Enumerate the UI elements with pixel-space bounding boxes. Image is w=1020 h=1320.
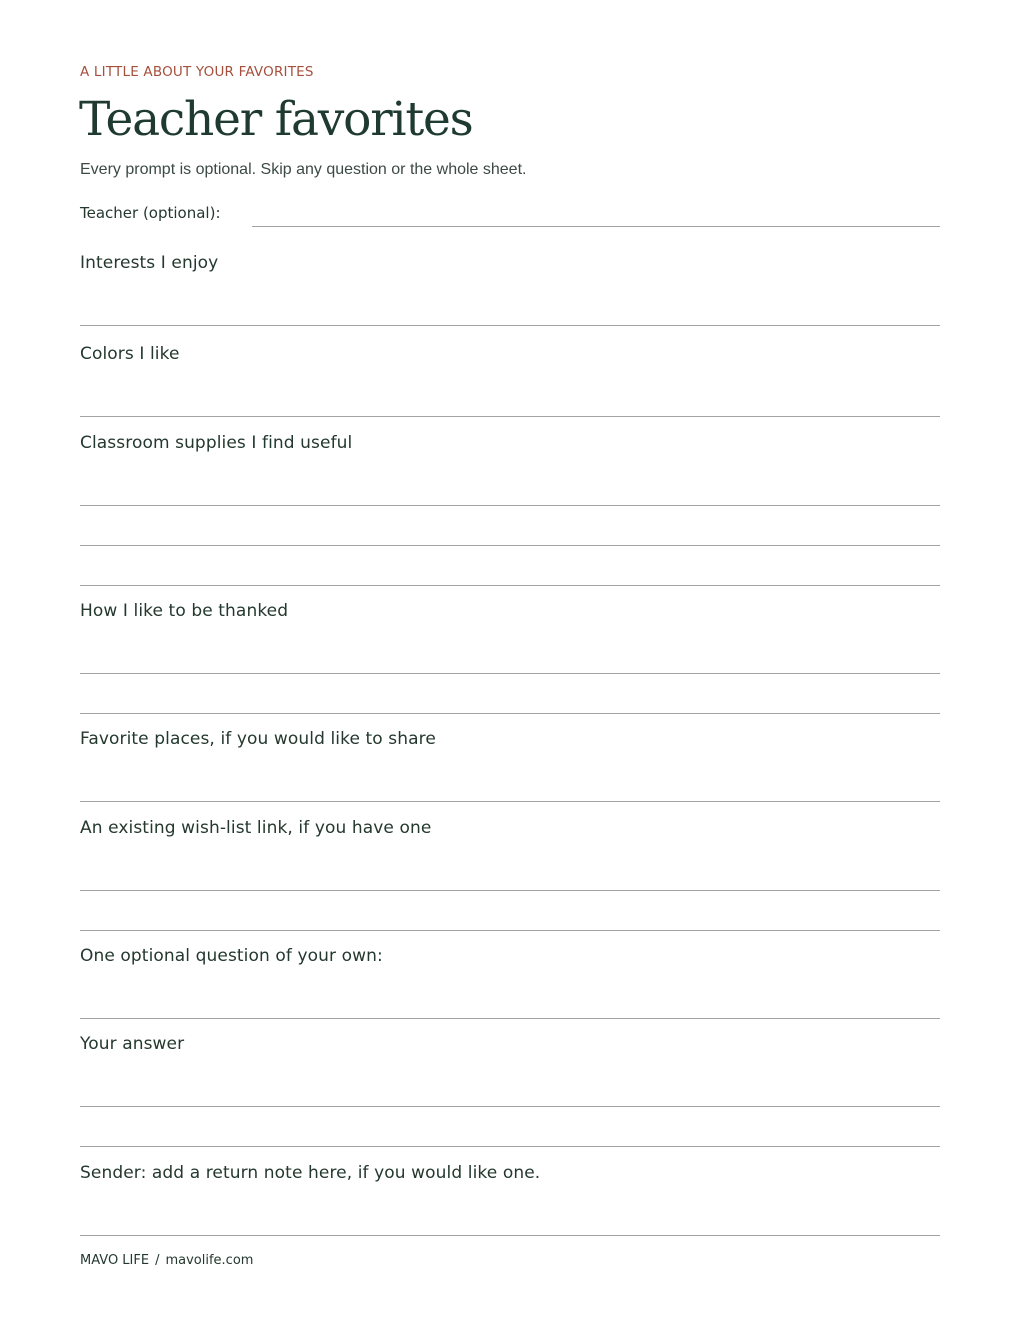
footer [80,1253,253,1268]
answer-line[interactable] [80,505,940,506]
teacher-name-label: Teacher (optional): [80,204,221,222]
teacher-name-line[interactable] [252,226,940,227]
prompt-label: One optional question of your own: [80,946,383,966]
prompt-label: Favorite places, if you would like to share [80,729,436,749]
answer-line[interactable] [80,673,940,674]
prompt-label: Interests I enjoy [80,253,219,273]
prompt-label: Colors I like [80,344,180,364]
footer-separator: / [155,1253,160,1268]
answer-line[interactable] [80,416,940,417]
teacher-name-field[interactable] [80,203,940,227]
answer-line[interactable] [80,585,940,586]
prompt-label: An existing wish-list link, if you have one [80,818,432,838]
answer-line[interactable] [80,1018,940,1019]
footer-site-link[interactable]: mavolife.com [165,1253,254,1268]
worksheet-page [80,0,940,1320]
answer-line[interactable] [80,1235,940,1236]
prompt-label: How I like to be thanked [80,601,289,621]
footer-brand: MAVO LIFE [80,1253,150,1268]
prompt-label: Classroom supplies I find useful [80,433,353,453]
answer-line[interactable] [80,713,940,714]
answer-line[interactable] [80,930,940,931]
answer-line[interactable] [80,890,940,891]
answer-line[interactable] [80,801,940,802]
answer-line[interactable] [80,325,940,326]
answer-line[interactable] [80,1106,940,1107]
prompt-label: Your answer [80,1034,185,1054]
page-title: Teacher favorites [79,92,473,147]
eyebrow-label: A LITTLE ABOUT YOUR FAVORITES [80,64,314,80]
answer-line[interactable] [80,545,940,546]
page-subtitle: Every prompt is optional. Skip any question or the whole sheet. [80,161,527,178]
answer-line[interactable] [80,1146,940,1147]
prompt-label: Sender: add a return note here, if you would like one. [80,1163,541,1183]
